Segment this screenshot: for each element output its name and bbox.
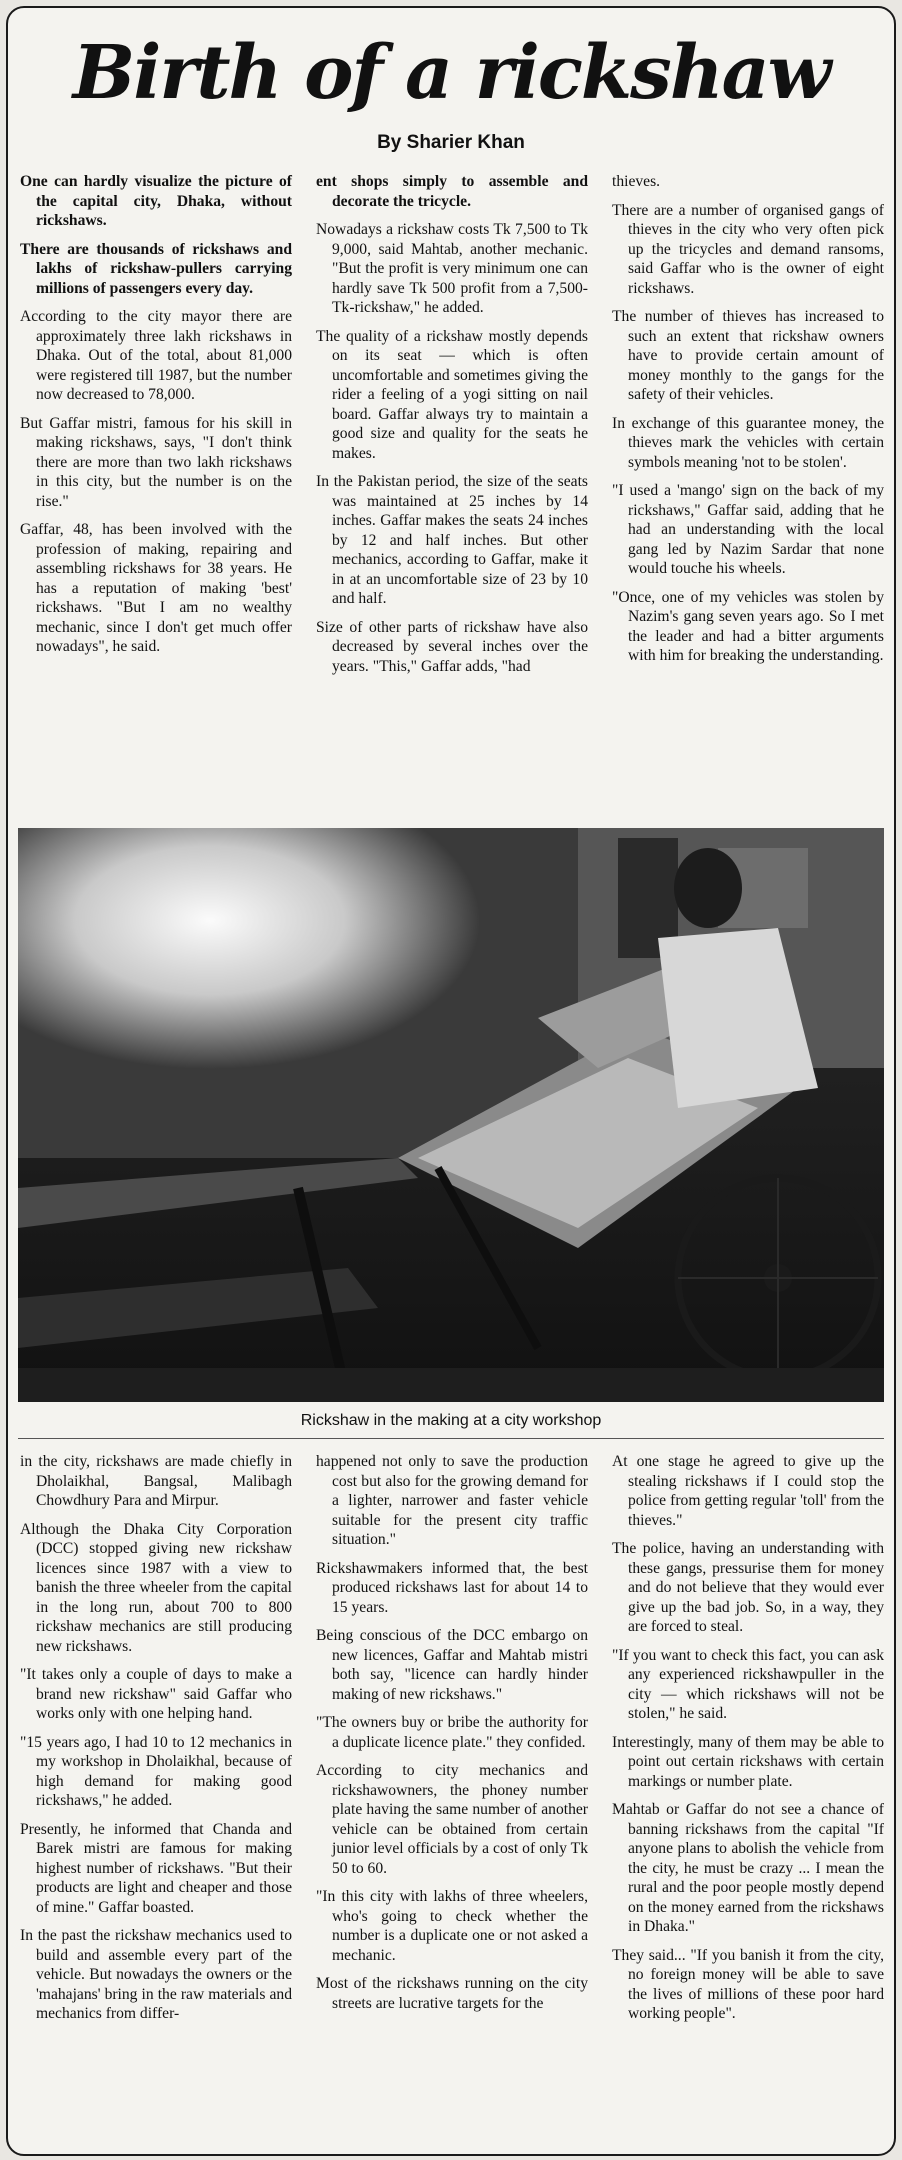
caption-divider <box>18 1438 884 1439</box>
top-column-1 <box>20 172 292 666</box>
article-paragraph: The number of thieves has increased to such an extent that rickshaw owners have to provide certain amount of money monthly to the gangs for the safety of their vehicles. <box>612 308 884 403</box>
article-paragraph: In exchange of this guarantee money, the thieves mark the vehicles with certain symbols meaning 'not to be stolen'. <box>612 414 884 471</box>
article-paragraph: Rickshawmakers informed that, the best produced rickshaws last for about 14 to 15 years. <box>316 1559 588 1616</box>
article-paragraph: The quality of a rickshaw mostly depends on its seat — which is often uncomfortable and sometimes giving the rider a feeling of a yogi sitting on nail board. Gaffar always try to maintain a good size and quality for the seats he makes. <box>316 327 588 462</box>
article-paragraph: According to city mechanics and rickshawowners, the phoney number plate having the same number of another vehicle can be obtained from certain junior level officials by a cost of only Tk 50 to 60. <box>316 1762 588 1877</box>
article-paragraph: "If you want to check this fact, you can ask any experienced rickshawpuller in the city — which rickshaws will not be stolen," he said. <box>612 1646 884 1722</box>
article-paragraph: Being conscious of the DCC embargo on new licences, Gaffar and Mahtab mistri both say, "licence can hardly hinder making of new rickshaws." <box>316 1627 588 1703</box>
article-paragraph: ent shops simply to assemble and decorate the tricycle. <box>316 173 588 210</box>
article-paragraph: Most of the rickshaws running on the city streets are lucrative targets for the <box>316 1975 588 2012</box>
article-paragraph: thieves. <box>612 173 661 190</box>
article-paragraph: "It takes only a couple of days to make a brand new rickshaw" said Gaffar who works only with one helping hand. <box>20 1666 292 1722</box>
article-paragraph: Interestingly, many of them may be able to point out certain rickshaws with certain markings or number plate. <box>612 1733 884 1790</box>
bottom-column-2 <box>316 1452 588 2022</box>
article-paragraph: in the city, rickshaws are made chiefly in Dholaikhal, Bangsal, Malibagh Chowdhury Para and Mirpur. <box>20 1453 292 1509</box>
article-paragraph: Nowadays a rickshaw costs Tk 7,500 to Tk 9,000, said Mahtab, another mechanic. "But the profit is very minimum one can hardly save Tk 500 profit from a 7,500-Tk-rickshaw," he added. <box>316 221 588 316</box>
article-paragraph: Gaffar, 48, has been involved with the profession of making, repairing and assembling rickshaws for 38 years. He has a reputation of making 'best' rickshaws. "But I am no wealthy mechanic, since I don't get much offer nowadays", he said. <box>20 521 292 655</box>
rickshaw-photo <box>18 828 884 1402</box>
article-paragraph: There are thousands of rickshaws and lakhs of rickshaw-pullers carrying millions of passengers every day. <box>20 240 292 297</box>
article-paragraph: In the Pakistan period, the size of the seats was maintained at 25 inches by 14 inches. Gaffar makes the seats 24 inches by 12 and half inches. But other mechanics, according to Gaffar, make it in at an uncomfortable size of 23 by 10 and half. <box>316 473 588 607</box>
article-paragraph: Size of other parts of rickshaw have also decreased by several inches over the years. "This," Gaffar adds, "had <box>316 618 588 675</box>
article-paragraph: The police, having an understanding with these gangs, pressurise them for money and do not believe that they would ever give up the bad job. So, in a way, they are forced to steal. <box>612 1540 884 1635</box>
article-paragraph: According to the city mayor there are approximately three lakh rickshaws in Dhaka. Out of the total, about 81,000 were registered till 1987, but the number now decreased to 78,000. <box>20 308 292 403</box>
article-paragraph: happened not only to save the production cost but also for the growing demand for a lighter, narrower and faster vehicle suitable for the present city traffic situation." <box>316 1453 588 1548</box>
article-paragraph: Mahtab or Gaffar do not see a chance of banning rickshaws from the capital "If anyone plans to abolish the vehicle from the city, he must be crazy ... I mean the rural and the poor people mostly depend on the money earned from the rickshaws in Dhaka." <box>612 1801 884 1935</box>
photo-caption: Rickshaw in the making at a city workshop <box>300 1412 602 1429</box>
top-column-3 <box>612 172 884 675</box>
bottom-column-1 <box>20 1452 292 2033</box>
article-paragraph: "I used a 'mango' sign on the back of my rickshaws," Gaffar said, adding that he had an understanding with the local gang led by Nazim Sardar that none would touche his wheels. <box>612 482 884 577</box>
article-paragraph: One can hardly visualize the picture of the capital city, Dhaka, without rickshaws. <box>20 173 292 229</box>
top-column-2 <box>316 172 588 685</box>
byline: By Sharier Khan <box>377 132 525 153</box>
article-paragraph: They said... "If you banish it from the city, no foreign money will be able to save the lives of millions of these poor hard working people". <box>612 1946 884 2022</box>
article-paragraph: Although the Dhaka City Corporation (DCC) stopped giving new rickshaw licences since 1987 with a view to banish the three wheeler from the capital in the long run, about 700 to 800 rickshaw mechanics are still producing new rickshaws. <box>20 1520 292 1655</box>
newspaper-clipping <box>6 6 896 2156</box>
article-paragraph: "15 years ago, I had 10 to 12 mechanics in my workshop in Dholaikhal, because of high demand for making good rickshaws," he added. <box>20 1733 292 1809</box>
article-paragraph: "The owners buy or bribe the authority for a duplicate licence plate." they confided. <box>316 1714 588 1751</box>
article-paragraph: There are a number of organised gangs of thieves in the city who very often pick up the tricycles and demand ransoms, said Gaffar who is the owner of eight rickshaws. <box>612 201 884 297</box>
article-paragraph: Presently, he informed that Chanda and Barek mistri are famous for making highest number of rickshaws. "But their products are light and cheaper and those of mine." Gaffar boasted. <box>20 1820 292 1916</box>
article-paragraph: "In this city with lakhs of three wheelers, who's going to check whether the number is a duplicate one or not asked a mechanic. <box>316 1888 588 1964</box>
article-paragraph: But Gaffar mistri, famous for his skill in making rickshaws, says, "I don't think there are more than two lakh rickshaws in this city, but the number is on the rise." <box>20 414 292 510</box>
bottom-column-3 <box>612 1452 884 2033</box>
headline: Birth of a rickshaw <box>72 30 830 116</box>
article-paragraph: "Once, one of my vehicles was stolen by Nazim's gang seven years ago. So I met the leader and had a bitter arguments with him for breaking the understanding. <box>612 588 884 664</box>
article-paragraph: In the past the rickshaw mechanics used to build and assemble every part of the vehicle. But nowadays the owners or the 'mahajans' bring in the raw materials and mechanics from differ- <box>20 1927 292 2022</box>
article-paragraph: At one stage he agreed to give up the stealing rickshaws if I could stop the police from getting regular 'toll' from the thieves." <box>612 1453 884 1529</box>
